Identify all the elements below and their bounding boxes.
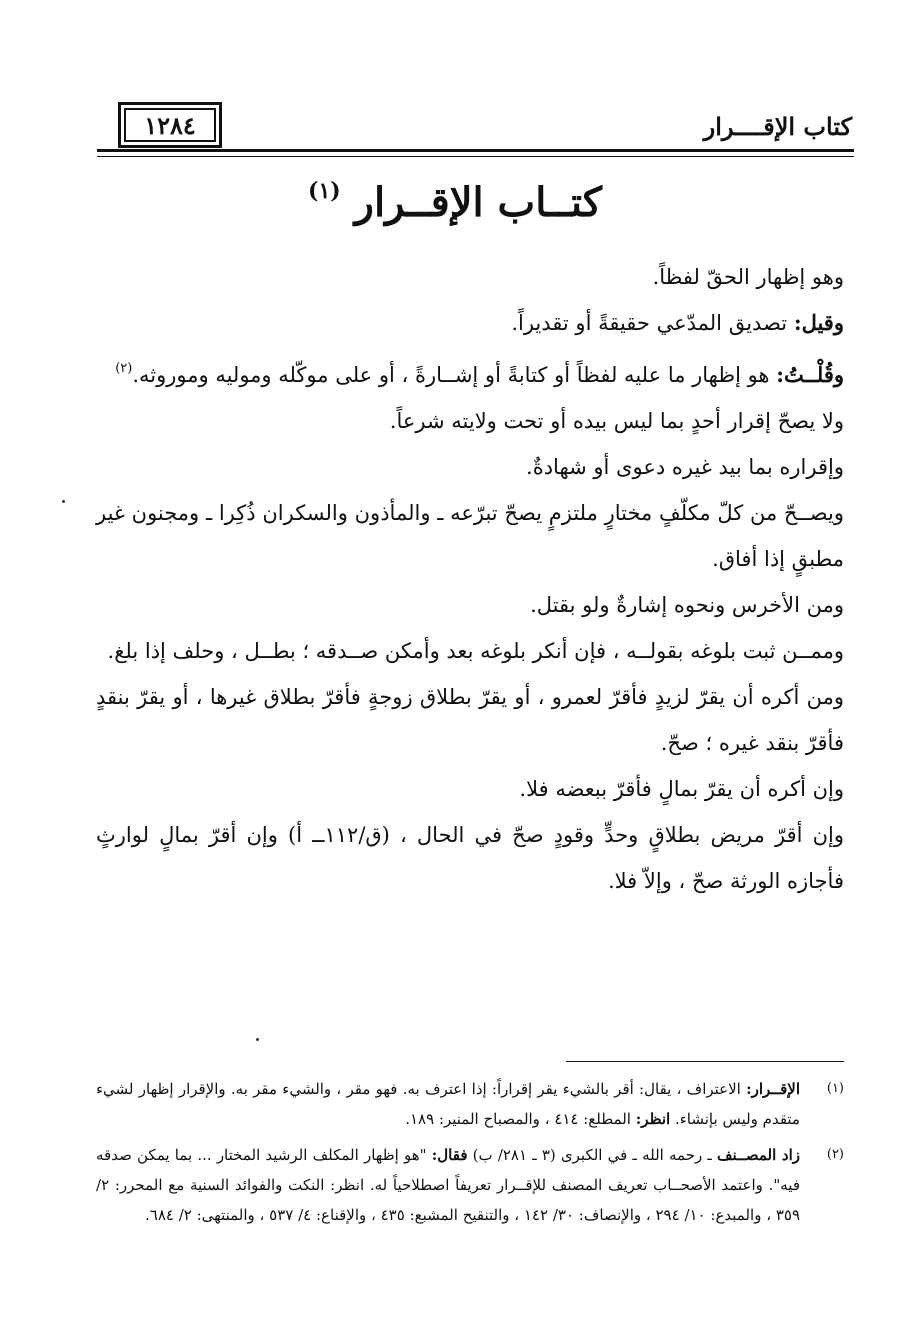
- paragraph-text: ومن أكره أن يقرّ لزيدٍ فأقرّ لعمرو ، أو يقرّ بطلاق زوجةٍ فأقرّ بطلاق غيرها ، أو يقرّ بنقدٍ فأقرّ بنقد غيره ؛ صحّ.: [96, 685, 844, 755]
- footnote-tail: المطلع: ٤١٤ ، والمصباح المنير: ١٨٩.: [405, 1110, 636, 1128]
- paragraph-text: ولا يصحّ إقرار أحدٍ بما ليس بيده أو تحت ولايته شرعاً.: [389, 409, 844, 433]
- paragraph: [96, 444, 844, 490]
- paragraph: [96, 254, 844, 300]
- chapter-footnote-ref: (١): [308, 178, 341, 204]
- paragraph-text: تصديق المدّعي حقيقةً أو تقديراً.: [511, 311, 794, 335]
- paragraph-text: وإن أكره أن يقرّ بمالٍ فأقرّ ببعضه فلا.: [519, 777, 844, 801]
- footnote-see: انظر:: [635, 1110, 671, 1128]
- footnote-text: [96, 1074, 800, 1134]
- running-title: كتاب الإقــــرار: [703, 112, 852, 141]
- footnote-ref: (٢): [115, 361, 133, 376]
- paragraph-text: ويصــحّ من كلّ مكلّفٍ مختارٍ ملتزمٍ يصحّ تبرّعه ـ والمأذون والسكران ذُكِرا ـ ومجنون غير مطبقٍ إذا أفاق.: [96, 501, 844, 571]
- paragraph-text: وهو إظهار الحقّ لفظاً.: [652, 265, 844, 289]
- footnote-see: فقال:: [431, 1146, 468, 1164]
- footnotes: [96, 1074, 844, 1236]
- footnote-head: الإقــرار:: [746, 1080, 800, 1098]
- paragraph-text: وإن أقرّ مريض بطلاقٍ وحدٍّ وقودٍ صحّ في الحال ، (ق/١١٢ــ أ) وإن أقرّ بمالٍ لوارثٍ فأجازه الورثة صحّ ، وإلاّ فلا.: [96, 823, 844, 893]
- speck: [256, 1038, 259, 1041]
- footnote: [96, 1074, 844, 1134]
- chapter-title-text: كتــاب الإقــرار: [354, 179, 602, 226]
- page-number-box: [118, 102, 222, 148]
- footnote-body: الاعتراف ، يقال: أقر بالشيء يقر إقراراً: إذا اعترف به. فهو مقر ، والشيء مقر به. والإقرار إظهار لشيء متقدم وليس بإنشاء.: [96, 1080, 800, 1128]
- chapter-title: [100, 178, 810, 226]
- footnote-tail: "هو إظهار المكلف الرشيد المختار ... بما يمكن صدقه فيه". واعتمد الأصحــاب تعريف المصنف للإقــرار تعريفاً اصطلاحياً له. انظر: النكت والفوائد السنية مع المحرر: ٢/ ٣٥٩ ، والمبدع: ١٠/ ٢٩٤ ، والإنصاف: ٣٠/ ١٤٢ ، والتنقيح المشبع: ٤٣٥ ، والإقناع: ٤/ ٥٣٧ ، والمنتهى: ٢/ ٦٨٤.: [96, 1146, 800, 1224]
- paragraph-text: وإقراره بما بيد غيره دعوى أو شهادةٌ.: [526, 455, 844, 479]
- footnote: [96, 1140, 844, 1230]
- paragraph-lead: وقيل:: [793, 310, 844, 335]
- paragraph-text: وممــن ثبت بلوغه بقولــه ، فإن أنكر بلوغه بعد وأمكن صــدقه ؛ بطــل ، وحلف إذا بلغ.: [107, 639, 844, 663]
- page-number: ١٢٨٤: [144, 111, 196, 140]
- body-text: [96, 254, 844, 904]
- paragraph: [96, 346, 844, 398]
- paragraph-text: ومن الأخرس ونحوه إشارةٌ ولو بقتل.: [530, 593, 844, 617]
- speck: [62, 500, 65, 503]
- paragraph: [96, 628, 844, 674]
- paragraph-text: هو إظهار ما عليه لفظاً أو كتابةً أو إشــارةً ، أو على موكّله وموليه وموروثه.: [132, 363, 777, 387]
- footnote-number: (٢): [826, 1147, 844, 1162]
- paragraph: [96, 490, 844, 582]
- footnote-body: ـ رحمه الله ـ في الكبرى (٣ ـ ٢٨١/ ب): [467, 1146, 717, 1164]
- paragraph: [96, 674, 844, 766]
- footnote-text: [96, 1140, 800, 1230]
- header-rule: [97, 149, 854, 152]
- footnote-separator: [566, 1061, 844, 1062]
- paragraph: [96, 582, 844, 628]
- paragraph-lead: وقُلْــتُ:: [776, 362, 844, 387]
- paragraph: [96, 766, 844, 812]
- paragraph: [96, 812, 844, 904]
- footnote-head: زاد المصــنف: [717, 1146, 800, 1164]
- paragraph: [96, 398, 844, 444]
- paragraph: [96, 300, 844, 346]
- footnote-number: (١): [826, 1081, 844, 1096]
- header-rule-thin: [97, 156, 854, 157]
